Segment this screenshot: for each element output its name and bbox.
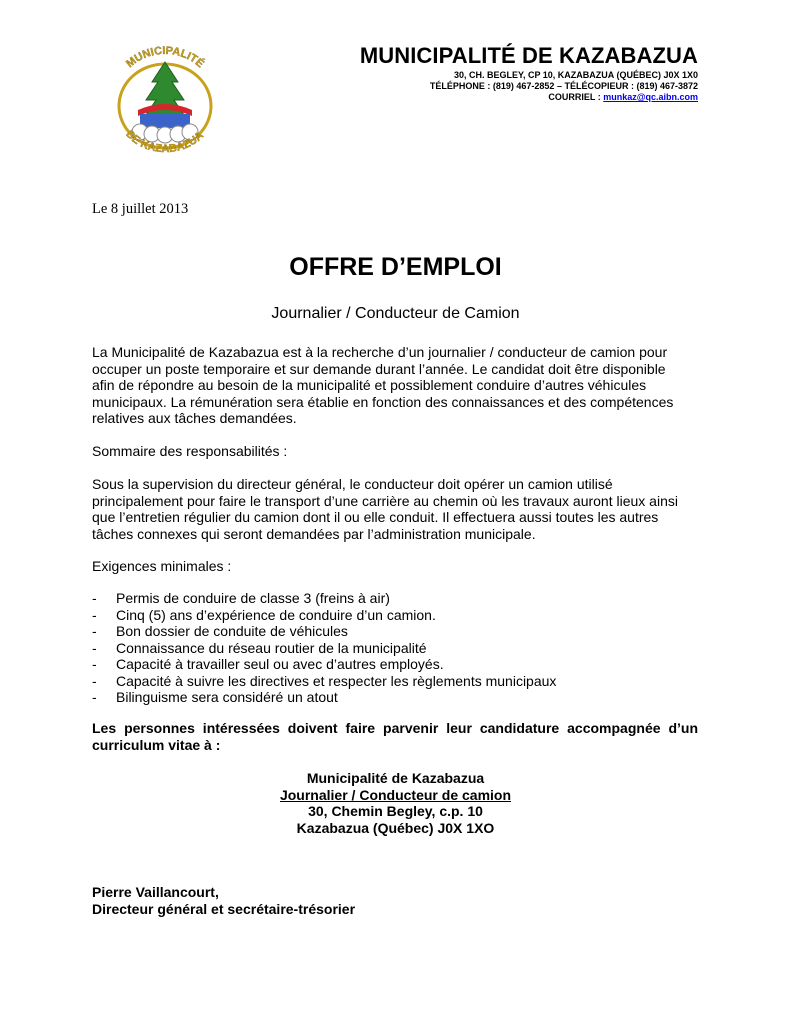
org-phone: TÉLÉPHONE : (819) 467-2852 – TÉLÉCOPIEUR : (819) 467-3872 [429,81,698,91]
list-item [92,673,556,690]
mailing-address [0,770,791,836]
requirement-text: Connaissance du réseau routier de la municipalité [116,639,427,656]
responsibilities-line: tâches connexes qui seront demandées par l’administration municipale. [92,525,536,542]
call-to-action: Les personnes intéressées doivent faire parvenir leur candidature accompagnée d’un curriculum vitae à : [92,720,698,753]
requirement-text: Permis de conduire de classe 3 (freins à air) [116,590,390,606]
list-marker: - [92,672,97,689]
municipal-logo [100,44,230,164]
address-line: Kazabazua (Québec) J0X 1XO [296,819,495,836]
municipal-logo-emblem [100,44,230,164]
list-item [92,607,556,624]
requirements-heading: Exigences minimales : [92,558,232,574]
intro-line: municipaux. La rémunération sera établie en fonction des connaissances et des compétences [92,393,674,410]
email-label: COURRIEL : [548,92,604,102]
signatory-title: Directeur général et secrétaire-trésorier [92,900,356,917]
signature-block [92,884,355,917]
list-marker: - [92,656,97,672]
responsibilities-line: que l’entretien régulier du camion dont il ou elle conduit. Il effectuera aussi toutes les autres [92,509,659,525]
list-marker: - [92,606,97,623]
responsibilities-heading: Sommaire des responsabilités : [92,443,288,459]
page-title: OFFRE D’EMPLOI [289,253,502,281]
responsibilities-paragraph [92,476,698,542]
requirement-text: Capacité à suivre les directives et respecter les règlements municipaux [116,672,557,689]
list-item [92,656,556,673]
letterhead [258,42,698,103]
intro-line: relatives aux tâches demandées. [92,410,297,426]
letter-date: Le 8 juillet 2013 [92,201,189,217]
list-item [92,590,556,607]
list-marker: - [92,689,97,705]
org-email-line [258,92,698,103]
org-name: MUNICIPALITÉ DE KAZABAZUA [359,43,698,68]
requirements-list [92,590,556,706]
address-line: Municipalité de Kazabazua [306,770,485,786]
list-item [92,689,556,706]
list-item [92,640,556,657]
requirement-text: Bilinguisme sera considéré un atout [116,689,338,705]
address-subject [0,787,791,804]
intro-line: La Municipalité de Kazabazua est à la recherche d’un journalier / conducteur de camion pour [92,344,668,360]
logo-water [140,114,190,128]
intro-line: afin de répondre au besoin de la municipalité et possiblement conduire d’autres véhicules [92,377,647,393]
intro-paragraph [92,344,698,427]
address-line: 30, Chemin Begley, c.p. 10 [308,803,483,819]
responsibilities-line: Sous la supervision du directeur général, le conducteur doit opérer un camion utilisé [92,476,613,492]
intro-line: occuper un poste temporaire et sur demande durant l’année. Le candidat doit être disponible [92,360,666,377]
list-marker: - [92,639,97,656]
requirement-text: Capacité à travailler seul ou avec d’autres employés. [116,656,444,672]
signatory-name: Pierre Vaillancourt, [92,884,219,900]
logo-text-top: MUNICIPALITÉ [124,44,207,71]
org-address: 30, CH. BEGLEY, CP 10, KAZABAZUA (QUÉBEC) J0X 1X0 [453,70,698,80]
logo-text-bottom: DE KAZABAZUA [123,128,206,156]
list-marker: - [92,623,97,639]
email-link[interactable]: munkaz@qc.aibn.com [603,92,698,102]
list-marker: - [92,590,97,606]
job-subtitle: Journalier / Conducteur de Camion [271,305,520,322]
address-subject-text: Journalier / Conducteur de camion [279,786,512,803]
requirement-text: Bon dossier de conduite de véhicules [116,623,348,639]
responsibilities-line: principalement pour faire le transport d’une carrière au chemin où les travaux auront lieux ainsi [92,492,678,509]
requirement-text: Cinq (5) ans d’expérience de conduire d’un camion. [116,606,436,623]
list-item [92,623,556,640]
